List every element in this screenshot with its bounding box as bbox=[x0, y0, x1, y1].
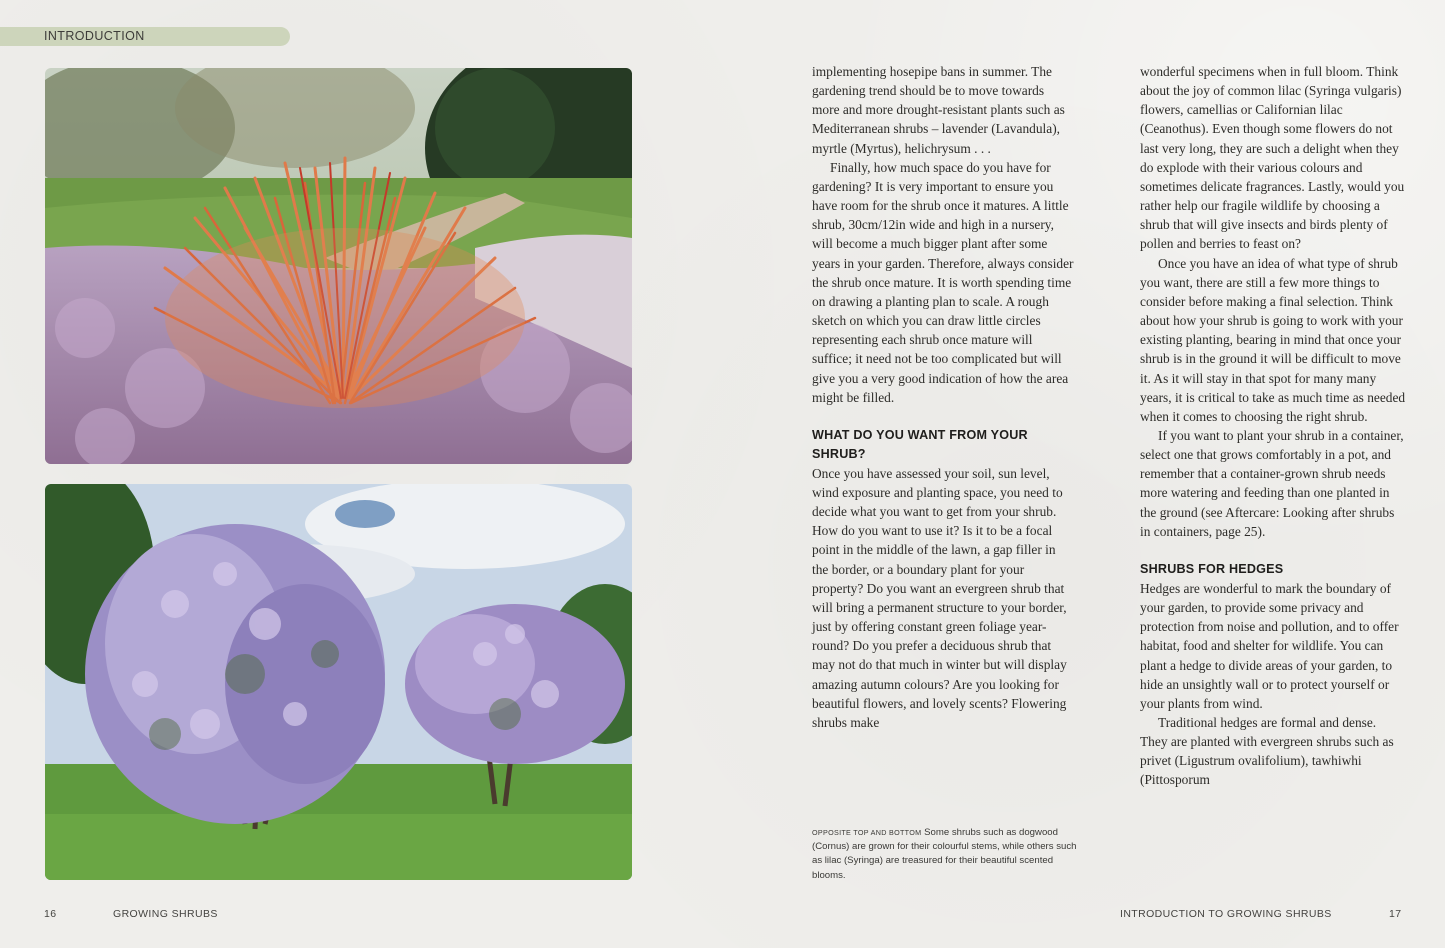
right-running-head: INTRODUCTION TO GROWING SHRUBS bbox=[1120, 908, 1332, 920]
right-paragraph-3: If you want to plant your shrub in a container, select one that grows comfortably in a pot, and remember that a container-grown shrub needs more watering and feeding than one planted in the ground (see Aftercare: Looking after shrubs in containers, page 25). bbox=[1140, 427, 1404, 539]
right-paragraph-2: Once you have an idea of what type of shrub you want, there are still a few more things to consider before making a final selection. Think about how your shrub is going to work with your existing planting, bearing in mind that once your shrub is in the ground it will be difficult to move it. As it will stay in that spot for many many years, it is critical to take as much time as needed when it comes to choosing the right shrub. bbox=[1140, 255, 1406, 424]
caption-label: OPPOSITE TOP AND BOTTOM bbox=[812, 828, 922, 837]
right-text-column bbox=[1140, 62, 1406, 790]
right-paragraph-4: Hedges are wonderful to mark the boundary of your garden, to provide some privacy and protection from noise and pollution, and to offer habitat, food and shelter for wildlife. You can plant a hedge to divide areas of your garden, to hide an unsightly wall or to protect yourself or your plants from wind. bbox=[1140, 580, 1399, 711]
flowering-lilac-trees-on-lawn-icon bbox=[45, 484, 632, 880]
photo-lilac-trees bbox=[45, 484, 632, 880]
section-heading-what-do-you-want: WHAT DO YOU WANT FROM YOUR SHRUB? bbox=[812, 427, 1028, 461]
left-paragraph-3: Once you have assessed your soil, sun level, wind exposure and planting space, you need to decide what you want to get from your shrub. How do you want to use it? Is it to be a focal point in the middle of the lawn, a gap filler in the border, or a boundary plant for your property? Do you want an evergreen shrub that will bring a permanent structure to your border, just by offering constant green foliage year-round? Do you prefer a deciduous shrub that may not do that much in winter but will display amazing autumn colours? Are you looking for beautiful flowers, and lovely scents? Flowering shrubs make bbox=[812, 465, 1067, 730]
right-paragraph-5: Traditional hedges are formal and dense. They are planted with evergreen shrubs such as privet (Ligustrum ovalifolium), tawhiwhi (Pittosporum bbox=[1140, 715, 1394, 788]
section-heading-shrubs-for-hedges: SHRUBS FOR HEDGES bbox=[1140, 561, 1284, 576]
caption-text: Some shrubs such as dogwood (Cornus) are grown for their colourful stems, while others such as lilac (Syringa) are treasured for their beautiful scented blooms. bbox=[812, 827, 1077, 881]
section-tab-label: INTRODUCTION bbox=[44, 29, 145, 43]
photo-dogwood-heather bbox=[45, 68, 632, 464]
left-running-head: GROWING SHRUBS bbox=[113, 908, 218, 920]
right-page-number: 17 bbox=[1389, 908, 1402, 920]
shrub-with-orange-red-stems-among-heather-icon bbox=[45, 68, 632, 464]
left-text-column bbox=[812, 62, 1074, 732]
left-page-number: 16 bbox=[44, 908, 57, 920]
left-paragraph-1: implementing hosepipe bans in summer. The gardening trend should be to move towards more and more drought-resistant plants such as Mediterranean shrubs – lavender (Lavandula), myrtle (Myrtus), helichrysum . . . bbox=[812, 64, 1065, 156]
photo-caption bbox=[812, 826, 1077, 883]
left-paragraph-2: Finally, how much space do you have for gardening? It is very important to ensure you have room for the shrub once it matures. A little shrub, 30cm/12in wide and high in a nursery, will become a much bigger plant after some years in your garden. Therefore, always consider the shrub once mature. It is worth spending time on drawing a planting plan to scale. A rough sketch on which you can draw little circles representing each shrub once mature will suffice; it need not be too complicated but will give you a very good indication of how the area might be filled. bbox=[812, 159, 1074, 405]
right-paragraph-1: wonderful specimens when in full bloom. Think about the joy of common lilac (Syringa vulgaris) flowers, camellias or Californian lilac (Ceanothus). Even though some flowers do not last very long, they are such a delight when they do explode with their various colours and sometimes delicate fragrances. Lastly, would you rather help our fragile wildlife by choosing a shrub that will give insects and birds plenty of pollen and berries to feast on? bbox=[1140, 64, 1405, 252]
section-tab bbox=[0, 27, 290, 46]
